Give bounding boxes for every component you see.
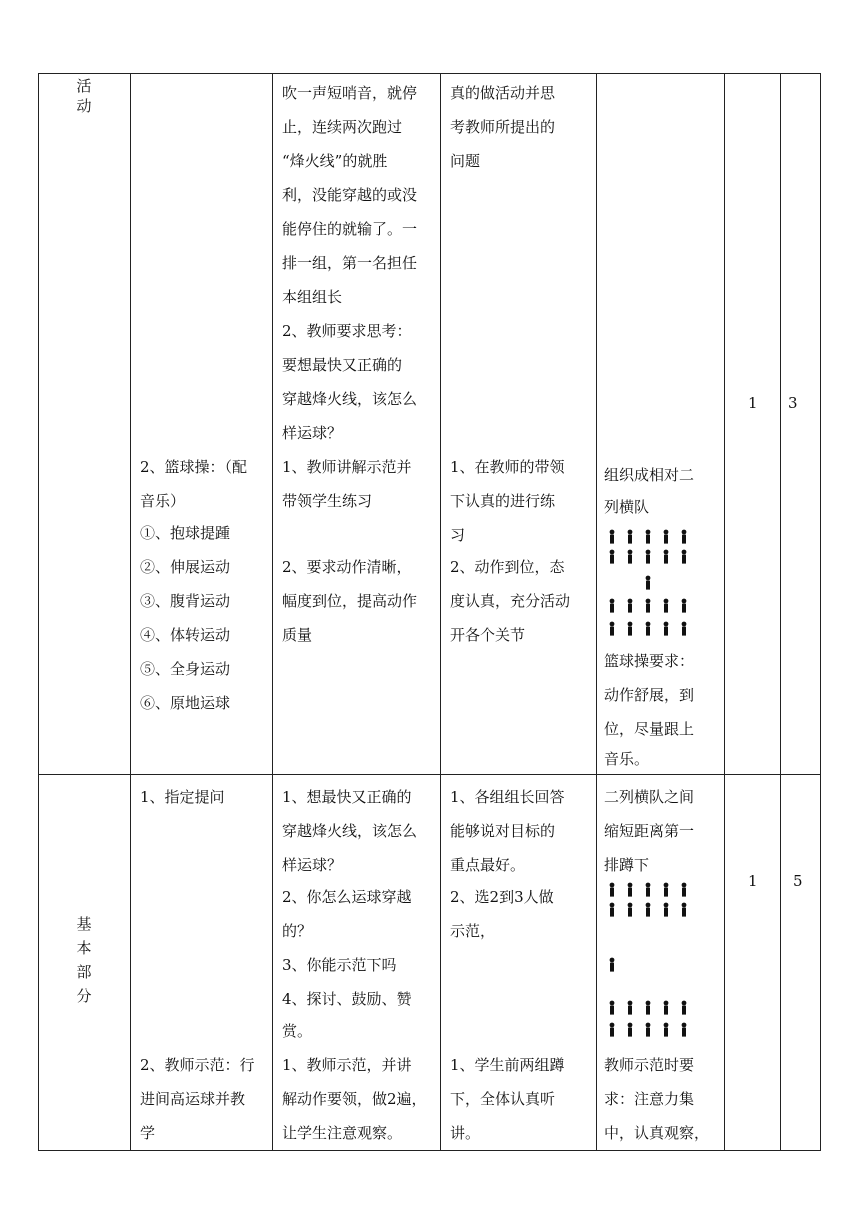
student-row bbox=[610, 1023, 687, 1037]
col-border bbox=[38, 73, 39, 1151]
minutes-value: 5 bbox=[793, 872, 803, 890]
times-value: 1 bbox=[748, 394, 758, 412]
teacher-figure bbox=[646, 576, 651, 590]
col-border bbox=[596, 73, 597, 1151]
student-row bbox=[610, 903, 687, 917]
student-row bbox=[610, 622, 687, 636]
stage-label: 基 本 部 分 bbox=[76, 915, 92, 1005]
table-top-border bbox=[38, 73, 820, 74]
col-border bbox=[780, 73, 781, 1151]
table-bottom-border bbox=[38, 1150, 820, 1151]
student-row bbox=[610, 550, 687, 564]
row-divider bbox=[38, 774, 820, 775]
student-row bbox=[610, 1001, 687, 1015]
times-value: 1 bbox=[748, 872, 758, 890]
stage-label: 活 动 bbox=[76, 77, 92, 115]
col-border bbox=[130, 73, 131, 1151]
student-row bbox=[610, 883, 687, 897]
col-border bbox=[820, 73, 821, 1151]
formation-diagram bbox=[602, 525, 702, 645]
col-border bbox=[724, 73, 725, 1151]
student-row bbox=[610, 530, 687, 544]
col-border bbox=[272, 73, 273, 1151]
minutes-value: 3 bbox=[788, 394, 798, 412]
student-row bbox=[610, 599, 687, 613]
col-border bbox=[440, 73, 441, 1151]
teacher-figure bbox=[610, 958, 615, 972]
formation-diagram bbox=[602, 880, 702, 1040]
